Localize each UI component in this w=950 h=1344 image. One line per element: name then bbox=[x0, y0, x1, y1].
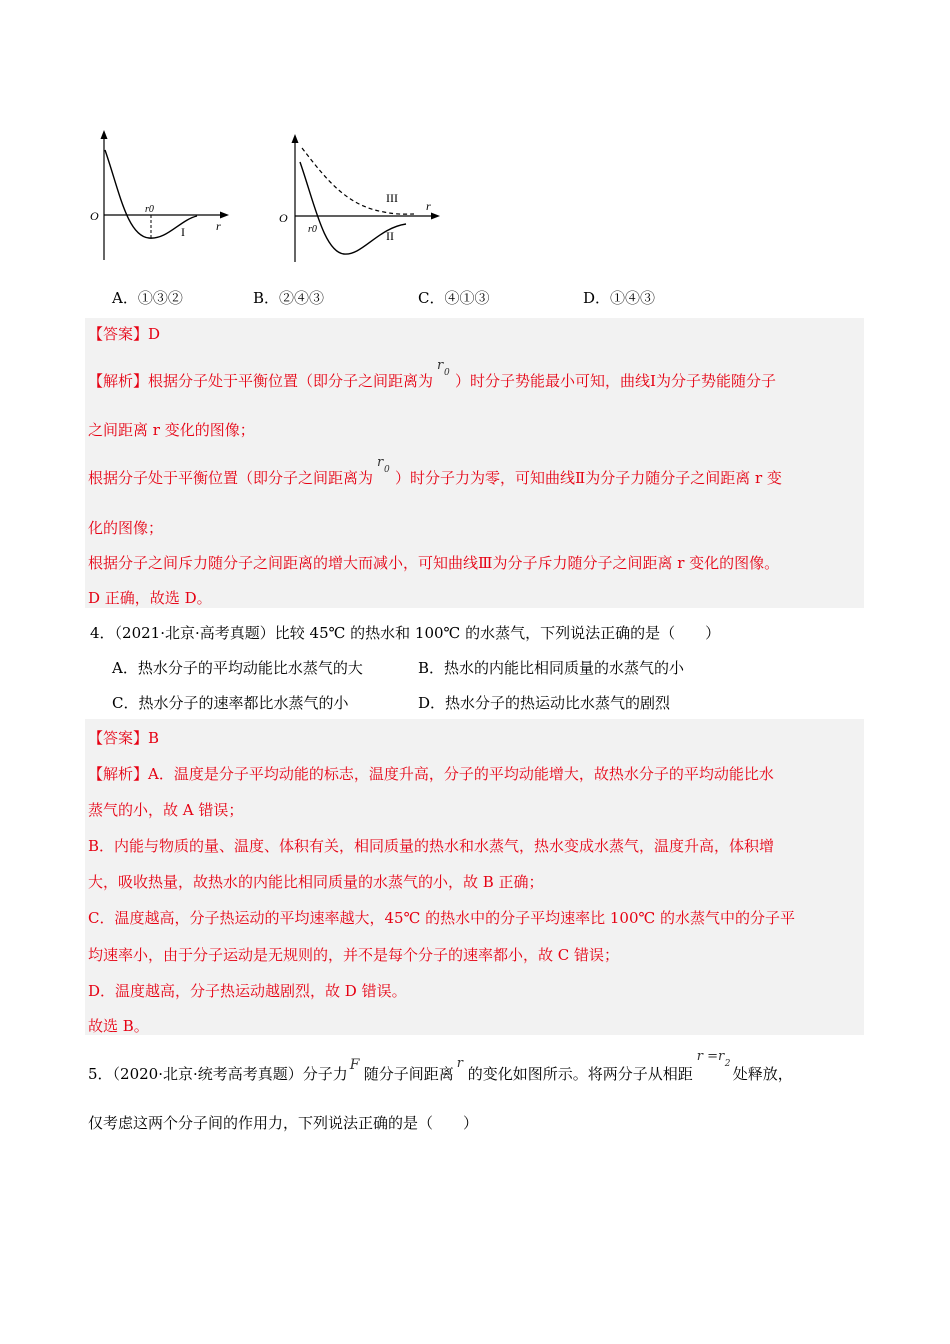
q4-analysis-line-5: C．温度越高，分子热运动的平均速率越大，45℃ 的热水中的分子平均速率比 100℃ 的水蒸气中的分子平 bbox=[88, 909, 796, 927]
r-axis-arrow bbox=[431, 213, 440, 220]
r0-label: r0 bbox=[308, 224, 317, 235]
potential-energy-figure bbox=[85, 128, 235, 268]
origin-label: O bbox=[90, 209, 99, 223]
option-D[interactable]: D．①④③ bbox=[583, 289, 656, 307]
r-eq-r2: r =r bbox=[696, 1049, 725, 1064]
r-axis-label: r bbox=[216, 219, 221, 233]
curve-II-label: II bbox=[386, 229, 394, 243]
curve-I-label: I bbox=[181, 225, 185, 239]
q3-answer: 【答案】D bbox=[88, 325, 161, 343]
r-axis-arrow bbox=[220, 212, 229, 219]
analysis-label: 【解析】 bbox=[88, 372, 149, 390]
option-B[interactable]: B．②④③ bbox=[253, 289, 325, 307]
option-A[interactable]: A．①③② bbox=[112, 289, 183, 307]
q4-option-D[interactable]: D．热水分子的热运动比水蒸气的剧烈 bbox=[418, 694, 671, 712]
F-symbol: F bbox=[349, 1057, 360, 1073]
q3-analysis-line-2: 之间距离 r 变化的图像； bbox=[88, 421, 255, 439]
q4-option-C[interactable]: C．热水分子的速率都比水蒸气的小 bbox=[112, 694, 349, 712]
q4-analysis-line-2: 蒸气的小，故 A 错误； bbox=[88, 801, 244, 819]
r-axis-label: r bbox=[426, 199, 431, 213]
q4-analysis-line-3: B．内能与物质的量、温度、体积有关，相同质量的热水和水蒸气，热水变成水蒸气，温度升高，体积增 bbox=[88, 837, 775, 855]
q5-stem-line-2: 仅考虑这两个分子间的作用力，下列说法正确的是（ ） bbox=[88, 1114, 479, 1132]
r0-label: r0 bbox=[145, 204, 154, 215]
q5-stem-line-1: 5．（2020·北京·统考高考真题）分子力 F 随分子间距离 r 的变化如图所示。将两分子从相距 r =r 2 处释放， bbox=[88, 1049, 793, 1083]
y-axis-arrow bbox=[292, 134, 299, 143]
q4-analysis-line-7: D．温度越高，分子热运动越剧烈，故 D 错误。 bbox=[88, 982, 407, 1000]
q3-analysis-line-1: 【解析】根据分子处于平衡位置（即分子之间距离为 r 0 ）时分子势能最小可知，曲线Ⅰ为分子势能随分子 bbox=[88, 358, 776, 390]
q4-answer: 【答案】B bbox=[88, 729, 160, 747]
force-figure bbox=[276, 132, 446, 268]
q3-analysis-line-5: 根据分子之间斥力随分子之间距离的增大而减小，可知曲线Ⅲ为分子斥力随分子之间距离 r 变化的图像。 bbox=[88, 554, 780, 572]
curve-III-label: III bbox=[386, 191, 398, 205]
q4-analysis-line-8: 故选 B。 bbox=[88, 1017, 149, 1035]
q4-option-B[interactable]: B．热水的内能比相同质量的水蒸气的小 bbox=[418, 659, 685, 677]
q4-analysis-line-4: 大，吸收热量，故热水的内能比相同质量的水蒸气的小，故 B 正确； bbox=[88, 873, 544, 891]
q4-analysis-line-1: 【解析】A．温度是分子平均动能的标志，温度升高，分子的平均动能增大，故热水分子的平均动能比水 bbox=[88, 765, 774, 783]
q4-stem: 4．（2021·北京·高考真题）比较 45℃ 的热水和 100℃ 的水蒸气，下列说法正确的是（ ） bbox=[90, 624, 721, 642]
q3-analysis-line-3: 根据分子处于平衡位置（即分子之间距离为 r 0 ）时分子力为零，可知曲线Ⅱ为分子力随分子之间距离 r 变 bbox=[88, 455, 782, 487]
q4-analysis-line-6: 均速率小，由于分子运动是无规则的，并不是每个分子的速率都小，故 C 错误； bbox=[88, 946, 620, 964]
q3-analysis-line-6: D 正确，故选 D。 bbox=[88, 589, 212, 607]
option-C[interactable]: C．④①③ bbox=[418, 289, 490, 307]
origin-label: O bbox=[279, 211, 288, 225]
analysis-label: 【解析】 bbox=[88, 765, 149, 783]
q3-analysis-line-4: 化的图像； bbox=[88, 519, 164, 537]
r-symbol: r bbox=[456, 1056, 463, 1071]
q4-option-A[interactable]: A．热水分子的平均动能比水蒸气的大 bbox=[112, 659, 363, 677]
y-axis-arrow bbox=[101, 130, 108, 139]
